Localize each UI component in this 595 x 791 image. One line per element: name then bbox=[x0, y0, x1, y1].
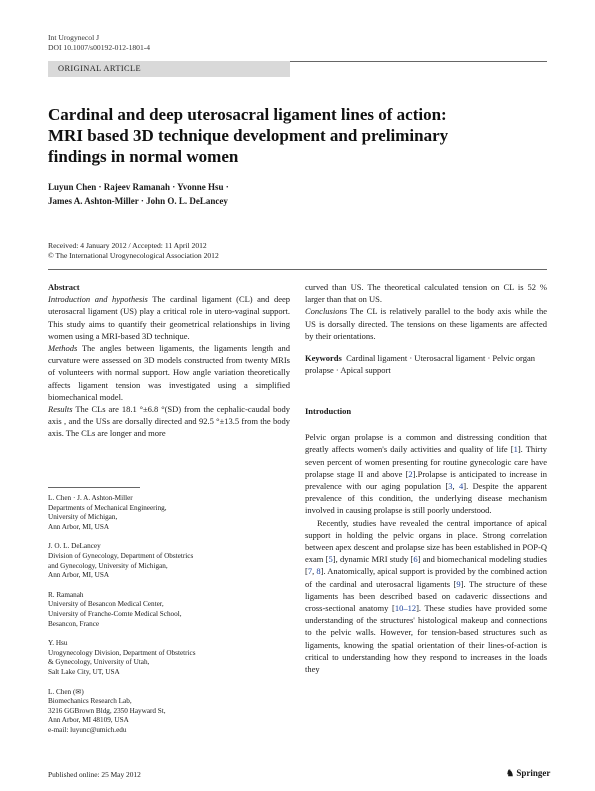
received-accepted: Received: 4 January 2012 / Accepted: 11 April 2012 bbox=[48, 241, 207, 250]
abstract-left bbox=[48, 281, 290, 440]
citation-link[interactable]: 6 bbox=[413, 554, 418, 565]
title-line-3: findings in normal women bbox=[48, 147, 239, 166]
dates-block bbox=[48, 241, 219, 261]
authors-line-2: James A. Ashton-Miller · John O. L. DeLancey bbox=[48, 196, 228, 206]
citation-link[interactable]: 2 bbox=[408, 468, 413, 479]
affiliation-item: J. O. L. DeLancey Division of Gynecology, Department of Obstetrics and Gynecology, University of Michigan, Ann Arbor, MI, USA bbox=[48, 542, 194, 580]
article-type-banner: ORIGINAL ARTICLE bbox=[48, 61, 290, 77]
citation-link[interactable]: 9 bbox=[456, 578, 461, 589]
citation-link[interactable]: 10–12 bbox=[394, 603, 417, 614]
intro-paragraph-2: Recently, studies have revealed the central importance of apical support in holding the pelvic organs in place. Strong correlation between apex descent and prolapse size has been established in POP-Q exam [5], dynamic MRI study [6] and biomechanical modeling studies [7, 8]. Anatomically, apical support is provided by the combined action of the cardinal and uterosacral ligaments [9]. The structure of these ligaments has been described based on cadaveric dissections and cross-sectional anatomy [10–12]. These studies have provided some understanding of the structures' histological makeup and connections to the pelvic walls. However, for tension-based structures such as ligaments, knowing the spatial orientation of their lines-of-action is critical to understanding how they respond to increases in the loads they bbox=[305, 517, 548, 675]
doi[interactable]: DOI 10.1007/s00192-012-1801-4 bbox=[48, 43, 151, 52]
journal-name: Int Urogynecol J bbox=[48, 33, 100, 42]
title-line-1: Cardinal and deep uterosacral ligament lines of action: bbox=[48, 105, 447, 124]
article-title bbox=[48, 104, 548, 167]
affiliation-item: R. Ramanah University of Besancon Medical Center, University of Franche-Comte Medical School, Besancon, France bbox=[48, 590, 182, 628]
abstract-right bbox=[305, 281, 547, 376]
abstract-methods: Methods The angles between ligaments, the ligaments length and curvature were assessed on 3D models constructed from twenty MRIs of volunteers with normal support. How angle variation theoretically affects ligament tension was investigated using a simplified biomechanical model. bbox=[48, 343, 290, 402]
affiliations bbox=[48, 494, 290, 745]
affiliation-rule bbox=[48, 487, 140, 488]
intro-paragraph-1: Pelvic organ prolapse is a common and distressing condition that greatly affects women's daily activities and quality of life [1]. Thirty seven percent of women presenting for routine gynecologic care have prolapse stage II and above [2].Prolapse is anticipated to increase in prevalence with our aging population [3, 4]. Despite the apparent prevalence of this condition, the underlying disease mechanism involved in causing prolapse is still poorly understood. bbox=[305, 432, 547, 516]
abstract-intro: Introduction and hypothesis The cardinal ligament (CL) and deep uterosacral ligament (US) play a critical role in utero-vaginal support. This study aims to quantify their geometrical relationships in living women using a MRI-based 3D technique. bbox=[48, 294, 290, 341]
abstract-heading: Abstract bbox=[48, 282, 80, 292]
publisher-logo: ♞ Springer bbox=[506, 768, 551, 778]
keywords: Keywords Cardinal ligament · Uterosacral ligament · Pelvic organ prolapse · Apical support bbox=[305, 353, 535, 376]
affiliation-item: Y. Hsu Urogynecology Division, Department of Obstetrics & Gynecology, University of Utah, Salt Lake City, UT, USA bbox=[48, 639, 196, 676]
affiliation-item: L. Chen · J. A. Ashton-Miller Departments of Mechanical Engineering, University of Michigan, Ann Arbor, MI, USA bbox=[48, 494, 167, 531]
author-list bbox=[48, 180, 468, 208]
abstract-results: Results The CLs are 18.1 °±6.8 °(SD) from the cephalic-caudal body axis , and the USs are dorsally directed and 92.5 °±13.5 from the body axis. The CLs are longer and more bbox=[48, 404, 290, 439]
copyright: © The International Urogynecological Association 2012 bbox=[48, 251, 219, 260]
introduction-section bbox=[305, 405, 547, 675]
published-online: Published online: 25 May 2012 bbox=[48, 770, 141, 779]
title-line-2: MRI based 3D technique development and preliminary bbox=[48, 126, 449, 145]
citation-link[interactable]: 1 bbox=[513, 444, 518, 455]
introduction-heading: Introduction bbox=[305, 406, 352, 416]
citation-link[interactable]: 8 bbox=[316, 566, 321, 577]
citation-link[interactable]: 5 bbox=[328, 554, 333, 565]
citation-link[interactable]: 3 bbox=[448, 481, 453, 492]
authors-line-1: Luyun Chen · Rajeev Ramanah · Yvonne Hsu · bbox=[48, 182, 229, 192]
abstract-conclusions: Conclusions The CL is relatively parallel to the body axis while the US is dorsally directed. The tensions on these ligaments are affected by their orientations. bbox=[305, 306, 547, 341]
citation-link[interactable]: 4 bbox=[459, 481, 464, 492]
springer-horse-icon: ♞ bbox=[506, 768, 515, 778]
affiliation-item: L. Chen (✉) Biomechanics Research Lab, 3216 GGBrown Bldg, 2350 Hayward St, Ann Arbor, MI 48109, USA e-mail: luyunc@umich.edu bbox=[48, 687, 166, 734]
citation-link[interactable]: 7 bbox=[307, 566, 313, 577]
section-rule bbox=[48, 269, 547, 270]
abstract-results-cont: curved than US. The theoretical calculated tension on CL is 52 % larger than that on US. bbox=[305, 282, 547, 305]
